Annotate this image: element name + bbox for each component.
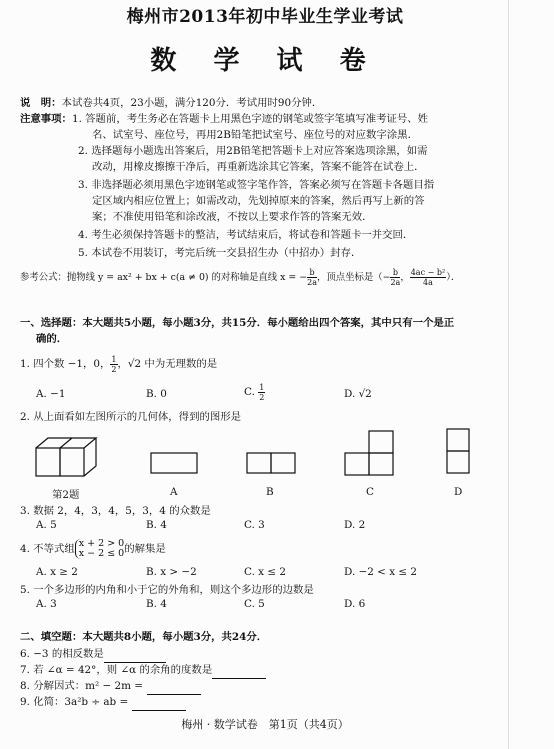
q2-solid-figure [34, 434, 102, 480]
q6-answer-blank[interactable] [104, 647, 166, 663]
explain-text: 本试卷共4页，23小题，满分120分．考试用时90分钟． [61, 97, 323, 109]
q4-option-d[interactable]: D. −2 < x ≤ 2 [344, 566, 417, 578]
formula-end: ）． [446, 272, 461, 283]
frac-numerator: b [390, 268, 400, 278]
note-line: 4. 考生必须保持答题卡的整洁，考试结束后，将试卷和答题卡一并交回． [78, 229, 414, 241]
q8-answer-blank[interactable] [147, 679, 201, 695]
q1-option-b[interactable]: B. 0 [146, 388, 167, 400]
note-line: 3. 非选择题必须用黑色字迹钢笔或签字笔作答，答案必须写在答题卡各题目指 [78, 179, 435, 191]
q6-line [20, 647, 166, 663]
q2-stem: 2. 从上面看如左图所示的几何体，得到的图形是 [20, 411, 242, 423]
q2-option-c-label[interactable]: C [366, 486, 374, 498]
formula-vertex-x [390, 268, 400, 287]
q2-option-c-figure[interactable] [344, 430, 396, 476]
frac-denominator: 2 [259, 392, 265, 402]
q7-line [20, 663, 266, 679]
q9-line [20, 695, 186, 711]
q5-option-d[interactable]: D. 6 [344, 598, 366, 610]
q5-option-c[interactable]: C. 5 [244, 598, 265, 610]
note-line: 案；不准使用铅笔和涂改液，不按以上要求作答的答案无效． [92, 211, 373, 223]
q8-stem: 8. 分解因式：m² − 2m = [20, 680, 143, 692]
note-text: 1. 答题前，考生务必在答题卡上用黑色字迹的钢笔或签字笔填写准考证号、姓 [71, 113, 429, 125]
frac-numerator: 1 [259, 382, 265, 392]
q1-option-c-fraction [258, 383, 265, 402]
q1-option-a[interactable]: A. −1 [36, 388, 66, 400]
section2-title: 二、填空题：本大题共8小题，每小题3分，共24分． [20, 631, 268, 643]
q3-option-a[interactable]: A. 5 [36, 519, 57, 531]
q3-option-d[interactable]: D. 2 [344, 519, 366, 531]
q4-inequality-system [75, 539, 124, 559]
q4-inequality-1: x + 2 > 0 [78, 538, 125, 549]
q4-stem [20, 538, 166, 560]
q4-option-c[interactable]: C. x ≤ 2 [244, 566, 286, 578]
q2-option-b-figure[interactable] [246, 452, 300, 476]
q9-answer-blank[interactable] [132, 695, 186, 711]
q9-stem: 9. 化简：3a²b ÷ ab = [20, 696, 129, 708]
q4-stem-a: 4. 不等式组 [20, 543, 75, 555]
page-edge-line [508, 0, 509, 749]
reference-formula [20, 268, 460, 288]
note-line: 改动，用橡皮擦擦干净后，再重新选涂其它答案，答案不能答在试卷上． [92, 161, 425, 173]
explain-label: 说 明： [20, 97, 62, 109]
frac-numerator: 4ac − b² [410, 268, 446, 277]
q5-option-a[interactable]: A. 3 [36, 598, 57, 610]
frac-denominator: 2a [307, 278, 317, 287]
attention-label: 注意事项： [20, 113, 72, 125]
note-line: 5. 本试卷不用装订，考完后统一交县招生办（中招办）封存． [78, 247, 362, 259]
exam-subtitle: 数 学 试 卷 [150, 46, 380, 76]
formula-mid: ，顶点坐标是（− [316, 272, 391, 283]
q7-stem: 7. 若 ∠α = 42°，则 ∠α 的余角的度数是 [20, 664, 213, 676]
q3-option-c[interactable]: C. 3 [244, 519, 265, 531]
q8-line [20, 679, 201, 695]
q5-stem: 5. 一个多边形的内角和小于它的外角和，则这个多边形的边数是 [20, 584, 314, 596]
q4-inequality-2: x − 2 ≤ 0 [78, 548, 125, 559]
q1-stem-b: ，√2 中为无理数的是 [117, 358, 218, 370]
section1-title-cont: 确的． [36, 333, 68, 345]
q1-stem-a: 1. 四个数 −1，0， [20, 358, 111, 370]
frac-denominator: 2a [390, 278, 401, 287]
q2-option-b-label[interactable]: B [266, 486, 274, 498]
q2-option-d-label[interactable]: D [454, 486, 463, 498]
note-line: 2. 选择题每小题选出答案后，用2B铅笔把答题卡上对应答案选项涂黑，如需 [78, 145, 428, 157]
formula-vertex-y [410, 268, 446, 287]
q2-option-a-label[interactable]: A [170, 486, 178, 498]
attention-line-1 [20, 112, 428, 127]
q1-option-c[interactable] [244, 382, 265, 402]
page-footer: 梅州 · 数学试卷 第1页（共4页） [181, 718, 349, 731]
q1-option-d[interactable]: D. √2 [344, 388, 372, 400]
frac-numerator: b [307, 268, 317, 278]
note-line: 名、试室号、座位号，再用2B铅笔把试室号、座位号的对应数字涂黑． [92, 129, 418, 141]
q2-figure-label: 第2题 [52, 489, 80, 501]
q4-stem-b: 的解集是 [124, 543, 166, 555]
formula-prefix: 参考公式：抛物线 y = ax² + bx + c(a ≠ 0) 的对称轴是直线 x = − [20, 272, 308, 283]
explain-line [20, 96, 322, 111]
section1-title: 一、选择题：本大题共5小题，每小题3分，共15分．每小题给出四个答案，其中只有一个是正 [20, 317, 455, 329]
q2-option-d-figure[interactable] [446, 428, 472, 476]
q6-stem: 6. −3 的相反数是 [20, 648, 104, 660]
q4-option-a[interactable]: A. x ≥ 2 [36, 566, 78, 578]
q4-option-b[interactable]: B. x > −2 [146, 566, 197, 578]
formula-axis-fraction [307, 268, 317, 287]
frac-numerator: 1 [111, 354, 117, 364]
q3-option-b[interactable]: B. 4 [146, 519, 167, 531]
q5-option-b[interactable]: B. 4 [146, 598, 167, 610]
q3-stem: 3. 数据 2，4，3，4，5，3，4 的众数是 [20, 505, 211, 517]
frac-denominator: 2 [111, 364, 117, 374]
note-line: 定区域内相应位置上；如需改动，先划掉原来的答案，然后再写上新的答 [92, 195, 425, 207]
q1-option-c-prefix: C. [244, 386, 259, 398]
q7-answer-blank[interactable] [212, 663, 266, 679]
q2-option-a-figure[interactable] [150, 452, 200, 476]
frac-denominator: 4a [423, 278, 433, 287]
q1-fraction [110, 355, 117, 374]
formula-sep: ， [400, 272, 410, 283]
q1-stem [20, 354, 217, 374]
exam-title: 梅州市2013年初中毕业生学业考试 [126, 7, 404, 27]
